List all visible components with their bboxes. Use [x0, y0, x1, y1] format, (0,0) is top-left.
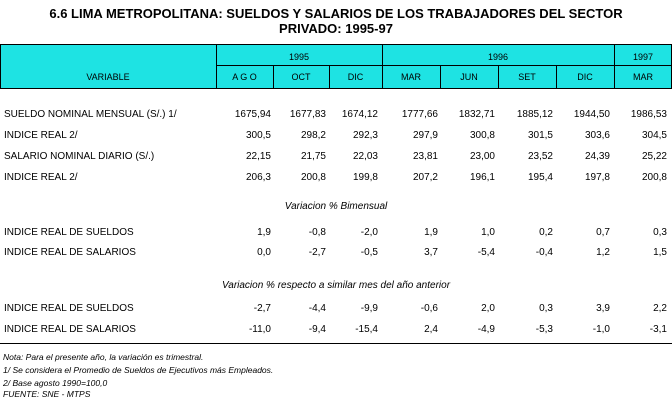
table-cell: 304,5 — [641, 130, 667, 141]
table-cell: 3,9 — [596, 303, 610, 314]
table-title-line1: 6.6 LIMA METROPOLITANA: SUELDOS Y SALARIOS DE LOS TRABAJADORES DEL SECTOR — [49, 6, 623, 21]
table-cell: 23,52 — [527, 151, 553, 162]
table-cell: 3,7 — [424, 247, 438, 258]
table-cell: 21,75 — [300, 151, 326, 162]
table-cell: 297,9 — [412, 130, 438, 141]
table-cell: 1885,12 — [516, 109, 553, 120]
table-cell: 1777,66 — [401, 109, 438, 120]
table-cell: 0,7 — [596, 227, 610, 238]
table-cell: 0,2 — [539, 227, 553, 238]
table-cell: -3,1 — [649, 324, 667, 335]
table-cell: 1674,12 — [341, 109, 378, 120]
table-cell: 0,3 — [539, 303, 553, 314]
table-cell: 196,1 — [469, 172, 495, 183]
table-cell: 1832,71 — [458, 109, 495, 120]
row-label: SALARIO NOMINAL DIARIO (S/.) — [4, 151, 155, 162]
table-cell: 0,0 — [257, 247, 271, 258]
table-cell: 1675,94 — [234, 109, 271, 120]
row-label: SUELDO NOMINAL MENSUAL (S/.) 1/ — [4, 109, 177, 120]
table-cell: 1,2 — [596, 247, 610, 258]
table-cell: -2,0 — [360, 227, 378, 238]
row-label: INDICE REAL 2/ — [4, 172, 78, 183]
table-cell: 2,2 — [653, 303, 667, 314]
table-cell: -0,5 — [360, 247, 378, 258]
month-header: JUN — [460, 72, 478, 82]
table-cell: 1,0 — [481, 227, 495, 238]
row-label: INDICE REAL DE SUELDOS — [4, 227, 134, 238]
table-cell: -0,8 — [308, 227, 326, 238]
variable-header: VARIABLE — [86, 72, 130, 82]
table-cell: 1986,53 — [630, 109, 667, 120]
table-cell: 206,3 — [245, 172, 271, 183]
table-cell: 200,8 — [641, 172, 667, 183]
table-cell: 300,8 — [469, 130, 495, 141]
table-cell: -5,3 — [535, 324, 553, 335]
table-cell: 22,03 — [352, 151, 378, 162]
year-1996: 1996 — [487, 52, 509, 62]
note-line: FUENTE: SNE - MTPS — [3, 389, 91, 399]
year-1995: 1995 — [288, 52, 310, 62]
table-cell: 301,5 — [527, 130, 553, 141]
month-header: MAR — [401, 72, 421, 82]
table-cell: -0,6 — [420, 303, 438, 314]
table-cell: 292,3 — [352, 130, 378, 141]
table-cell: -2,7 — [308, 247, 326, 258]
table-cell: 199,8 — [352, 172, 378, 183]
table-bottom-border — [0, 343, 672, 344]
table-cell: 2,4 — [424, 324, 438, 335]
table-cell: 300,5 — [245, 130, 271, 141]
section-anual: Variacion % respecto a similar mes del año anterior — [221, 280, 451, 291]
year-1997: 1997 — [632, 52, 654, 62]
row-label: INDICE REAL DE SALARIOS — [4, 324, 136, 335]
table-cell: 23,81 — [412, 151, 438, 162]
table-cell: 195,4 — [527, 172, 553, 183]
table-cell: 0,3 — [653, 227, 667, 238]
table-cell: -4,9 — [477, 324, 495, 335]
month-header: SET — [518, 72, 536, 82]
note-line: 2/ Base agosto 1990=100,0 — [3, 378, 108, 388]
table-cell: 207,2 — [412, 172, 438, 183]
row-label: INDICE REAL 2/ — [4, 130, 78, 141]
row-label: INDICE REAL DE SALARIOS — [4, 247, 136, 258]
table-cell: 1,5 — [653, 247, 667, 258]
table-cell: 1677,83 — [289, 109, 326, 120]
month-header: OCT — [291, 72, 311, 82]
table-title-line2: PRIVADO: 1995-97 — [279, 21, 393, 36]
table-cell: -2,7 — [253, 303, 271, 314]
table-cell: -9,9 — [360, 303, 378, 314]
table-cell: 1,9 — [257, 227, 271, 238]
table-cell: 25,22 — [641, 151, 667, 162]
table-cell: 197,8 — [584, 172, 610, 183]
note-line: Nota: Para el presente año, la variación es trimestral. — [3, 352, 204, 362]
section-bimensual: Variacion % Bimensual — [284, 201, 388, 212]
month-header: A G O — [232, 72, 257, 82]
table-cell: 23,00 — [469, 151, 495, 162]
note-line: 1/ Se considera el Promedio de Sueldos de Ejecutivos más Empleados. — [3, 365, 274, 375]
table-cell: -4,4 — [308, 303, 326, 314]
table-cell: -5,4 — [477, 247, 495, 258]
table-cell: -9,4 — [308, 324, 326, 335]
month-header: MAR — [633, 72, 653, 82]
year-divider — [216, 65, 672, 66]
table-cell: -1,0 — [592, 324, 610, 335]
table-cell: 22,15 — [245, 151, 271, 162]
table-cell: 1,9 — [424, 227, 438, 238]
row-label: INDICE REAL DE SUELDOS — [4, 303, 134, 314]
table-cell: -0,4 — [535, 247, 553, 258]
table-cell: -11,0 — [248, 324, 271, 335]
table-cell: 2,0 — [481, 303, 495, 314]
table-cell: 298,2 — [300, 130, 326, 141]
table-cell: 1944,50 — [573, 109, 610, 120]
header-top-border — [0, 44, 672, 45]
month-header: DIC — [577, 72, 593, 82]
table-cell: 303,6 — [584, 130, 610, 141]
table-cell: -15,4 — [355, 324, 378, 335]
table-cell: 24,39 — [584, 151, 610, 162]
month-header: DIC — [347, 72, 364, 82]
header-bottom-border — [0, 88, 672, 89]
table-cell: 200,8 — [300, 172, 326, 183]
